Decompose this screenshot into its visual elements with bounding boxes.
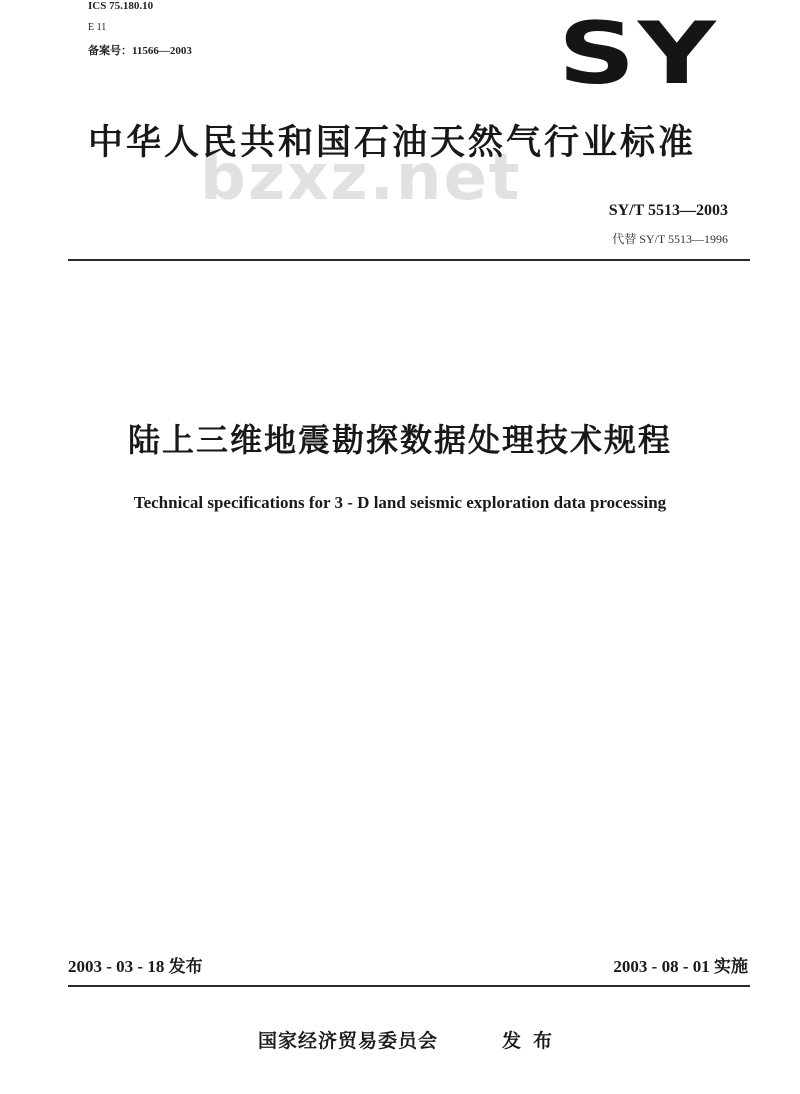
ics-code: ICS 75.180.10 bbox=[88, 0, 154, 12]
standard-number: SY/T 5513—2003 bbox=[608, 202, 728, 219]
watermark: bzxz.net bbox=[200, 141, 522, 215]
top-divider bbox=[68, 259, 750, 261]
replaces-standard: 代替 SY/T 5513—1996 bbox=[612, 232, 728, 246]
document-title-english: Technical specifications for 3 - D land seismic exploration data processing bbox=[133, 493, 667, 512]
publisher-name: 国家经济贸易委员会 bbox=[258, 1030, 439, 1052]
sy-logo: SY bbox=[558, 4, 719, 104]
effective-date: 2003 - 08 - 01 实施 bbox=[613, 957, 748, 976]
bottom-divider bbox=[68, 985, 750, 987]
record-number: 备案号：11566—2003 bbox=[88, 45, 192, 57]
publish-label: 发布 bbox=[502, 1030, 565, 1052]
standard-title: 中华人民共和国石油天然气行业标准 bbox=[88, 123, 697, 163]
issue-date: 2003 - 03 - 18 发布 bbox=[68, 957, 203, 976]
document-title-chinese: 陆上三维地震勘探数据处理技术规程 bbox=[127, 421, 672, 459]
classification-code: E 11 bbox=[88, 22, 107, 33]
